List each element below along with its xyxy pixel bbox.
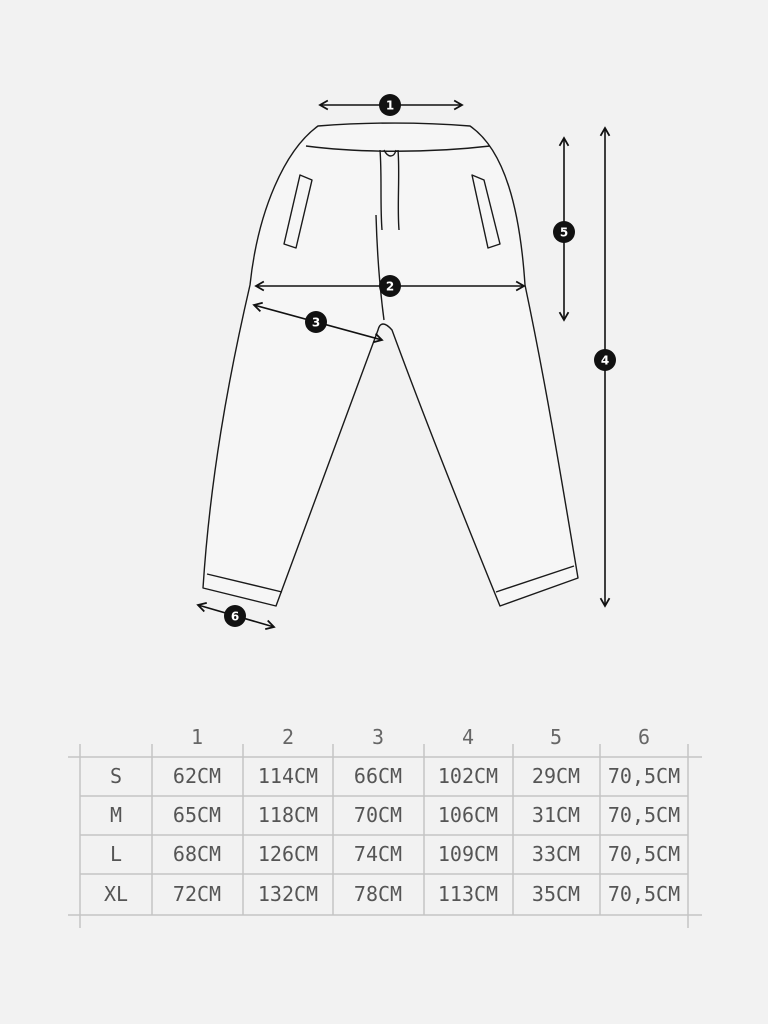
col-header-5: 5	[549, 725, 563, 749]
table-cell: 74CM	[353, 842, 403, 866]
table-cell: 118CM	[257, 803, 319, 827]
table-cell: 102CM	[437, 764, 499, 788]
table-row	[110, 764, 680, 788]
table-cell: 31CM	[531, 803, 581, 827]
row-size-label: M	[109, 803, 123, 827]
marker-3	[305, 311, 327, 333]
table-cell: 33CM	[531, 842, 581, 866]
size-table	[0, 700, 768, 960]
table-row	[110, 842, 680, 866]
marker-4-label: 4	[600, 353, 610, 368]
table-row	[110, 803, 680, 827]
table-cell: 106CM	[437, 803, 499, 827]
col-header-2: 2	[281, 725, 295, 749]
table-cell: 70,5CM	[607, 764, 681, 788]
table-cell: 29CM	[531, 764, 581, 788]
table-cell: 114CM	[257, 764, 319, 788]
marker-6	[224, 605, 246, 627]
marker-1	[379, 94, 401, 116]
table-cell: 70,5CM	[607, 803, 681, 827]
table-cell: 78CM	[353, 882, 403, 906]
marker-2	[379, 275, 401, 297]
row-size-label: L	[109, 842, 123, 866]
col-header-6: 6	[637, 725, 651, 749]
table-cell: 126CM	[257, 842, 319, 866]
marker-6-label: 6	[230, 609, 240, 624]
col-header-3: 3	[371, 725, 385, 749]
table-cell: 65CM	[172, 803, 222, 827]
marker-1-label: 1	[385, 98, 395, 113]
marker-5-label: 5	[559, 225, 569, 240]
table-cell: 70,5CM	[607, 882, 681, 906]
table-cell: 72CM	[172, 882, 222, 906]
marker-4	[594, 349, 616, 371]
marker-3-label: 3	[311, 315, 321, 330]
table-row	[104, 882, 680, 906]
table-cell: 35CM	[531, 882, 581, 906]
table-cell: 132CM	[257, 882, 319, 906]
table-cell: 66CM	[353, 764, 403, 788]
pants-outline	[203, 123, 578, 606]
table-cell: 62CM	[172, 764, 222, 788]
row-size-label: S	[109, 764, 123, 788]
table-cell: 70CM	[353, 803, 403, 827]
marker-2-label: 2	[385, 279, 395, 294]
table-header-row	[191, 725, 650, 749]
table-cell: 70,5CM	[607, 842, 681, 866]
table-cell: 109CM	[437, 842, 499, 866]
col-header-1: 1	[190, 725, 204, 749]
drawstring-right	[398, 150, 399, 230]
col-header-4: 4	[461, 725, 475, 749]
marker-5	[553, 221, 575, 243]
table-cell: 68CM	[172, 842, 222, 866]
row-size-label: XL	[103, 882, 129, 906]
table-cell: 113CM	[437, 882, 499, 906]
pants-drawing	[203, 123, 578, 606]
